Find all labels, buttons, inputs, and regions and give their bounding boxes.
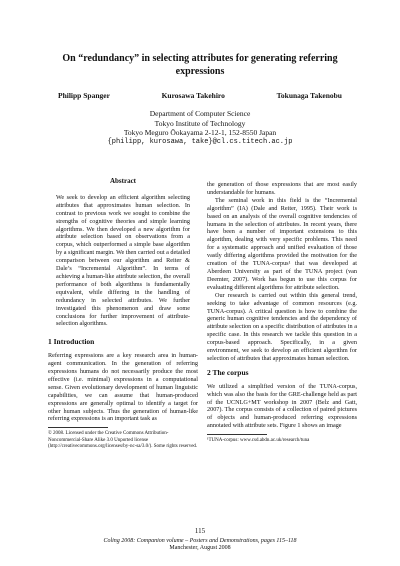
affiliation-address: Tokyo Meguro Ōokayama 2-12-1, 152-8550 Japan: [123, 128, 277, 137]
author-name: Philipp Spanger: [58, 91, 110, 100]
right-column: [207, 181, 357, 444]
left-column: [48, 178, 198, 450]
affiliation-department: Department of Computer Science: [149, 109, 251, 118]
affiliation-institute: Tokyo Institute of Technology: [154, 118, 246, 128]
proceedings-citation: Coling 2008: Companion volume – Posters and Demonstrations, pages 115–118: [103, 537, 297, 544]
affiliation: [40, 109, 360, 147]
introduction-paragraph: Referring expressions are a key research area in human-agent communication. In the generation of referring expressions humans do not necessarily produce the most effective (i.e. minimal) expressions in a computational sense. Given evolutionary development of human linguistic capabilities, we can assume that human-produced expressions are generally optimal to identify a target for other human subjects. Thus the generation of human-like referring expressions is an important task as: [48, 352, 198, 423]
body-paragraph: Our research is carried out within this general trend, seeking to take advantage of common resources (e.g. TUNA-corpus). A critical question is how to combine the generic human cognitive tendencies and the dependency of attribute selection on a specific distribution of attributes in a specific case. In this research we tackle this question in a corpus-based approach. Specifically, in a given environment, we seek to develop an efficient algorithm for selection of attributes that approximates human selection.: [207, 291, 357, 362]
author-emails: {philipp, kurosawa, take}@cl.cs.titech.ac.jp: [107, 137, 293, 146]
author-name: Tokunaga Takenobu: [276, 91, 342, 100]
license-footnote: © 2008. Licensed under the Creative Commons Attribution-Noncommercial-Share Alike 3.0 Unported license (http://creativecommons.org/licenses/by-nc-sa/3.0/). Some rights reserved.: [48, 431, 198, 449]
footnote-divider: [207, 434, 267, 435]
page-number: 115: [194, 527, 206, 535]
body-paragraph: the generation of those expressions that are most easily understandable for humans.: [207, 181, 357, 196]
body-paragraph: We utilized a simplified version of the TUNA-corpus, which was also the basis for the GRE-challenge held as part of the UCNLG+MT workshop in 2007 (Belz and Gatt, 2007). The corpus consists of a collection of paired pictures of objects and human-produced referring expressions annotated with attribute sets. Figure 1 shows an image: [207, 382, 357, 430]
paper-title: [40, 52, 360, 78]
body-paragraph: The seminal work in this field is the “Incremental algorithm” (IA) (Dale and Reiter, 1995). Their work is based on an analysis of the overall cognitive tendencies of humans in the selection of attributes. In recent years, there have been a number of important extensions to this algorithm, dealing with very specific problems. This need for a systematic approach and unified evaluation of those vastly differing algorithms provided the motivation for the creation of the TUNA-corpus¹ that was developed at Aberdeen University as part of the TUNA project (van Deemter, 2007). Work has begun to use this corpus for evaluating different algorithms for attribute selection.: [207, 196, 357, 291]
section-heading-introduction: 1 Introduction: [48, 337, 95, 347]
url-footnote: ¹TUNA-corpus: www.csd.abdn.ac.uk/research/tuna: [207, 438, 310, 444]
title-line-1: On “redundancy” in selecting attributes for generating referring: [62, 53, 338, 64]
section-heading-corpus: 2 The corpus: [207, 367, 249, 377]
title-line-2: expressions: [175, 66, 225, 77]
footnote-divider: [48, 427, 108, 428]
conference-location: Manchester, August 2008: [169, 545, 231, 551]
abstract-heading: Abstract: [109, 177, 137, 185]
author-name: Kurosawa Takehiro: [161, 91, 225, 100]
abstract-body: We seek to develop an efficient algorithm selecting attributes that approximates human selection. In contrast to previous work we sought to combine the strengths of cognitive theories and simple learning algorithms. We then developed a new algorithm for attribute selection based on observations from a corpus, which outperformed a simple base algorithm by a significant margin. We then carried out a detailed comparison between our algorithm and Reiter & Dale’s “Incremental Algorithm”. In terms of achieving a human-like attribute selection, the overall performance of both algorithms is fundamentally equivalent, while differing in the handling of redundancy in selected attributes. We further investigated this phenomenon and draw some conclusions for further improvement of attribute-selection algorithms.: [56, 193, 190, 328]
author-list: [40, 91, 360, 100]
page-footer: [40, 528, 360, 553]
